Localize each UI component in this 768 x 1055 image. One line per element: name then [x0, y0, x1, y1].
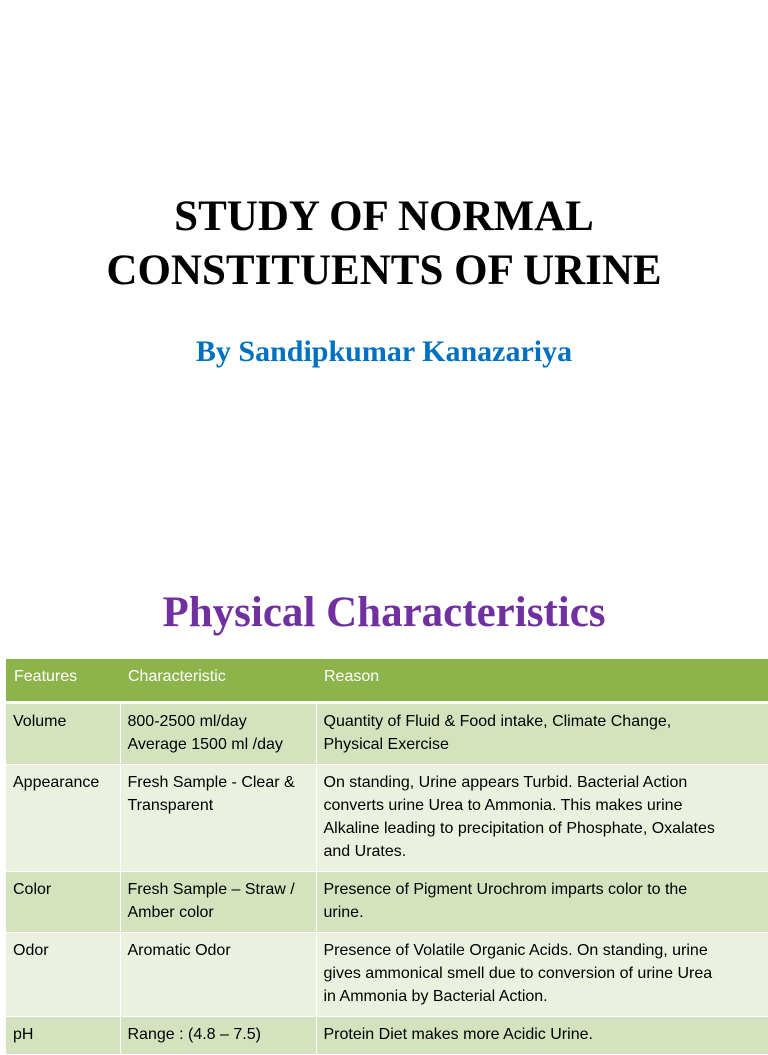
reason-cell: [316, 1017, 768, 1055]
header-reason: Reason: [316, 659, 768, 703]
table-row: [6, 872, 768, 933]
title-line-1: STUDY OF NORMAL: [174, 193, 594, 240]
cell-line: 800-2500 ml/day: [127, 713, 247, 730]
cell-line: Protein Diet makes more Acidic Urine.: [323, 1026, 593, 1043]
reason-cell: [316, 933, 768, 1017]
cell-line: converts urine Urea to Ammonia. This makes urine: [323, 797, 683, 814]
header-features: Features: [6, 659, 120, 703]
physical-characteristics-table: [6, 659, 768, 1055]
characteristic-cell: [120, 703, 316, 765]
slide-title: Physical Characteristics: [162, 589, 606, 636]
cell-line: Average 1500 ml /day: [127, 736, 283, 753]
cell-line: Presence of Pigment Urochrom imparts color to the: [323, 881, 688, 898]
cell-line: Fresh Sample - Clear &: [127, 774, 295, 791]
title-line-2: CONSTITUENTS OF URINE: [106, 247, 662, 294]
table-header-row: [6, 659, 768, 703]
cell-line: On standing, Urine appears Turbid. Bacterial Action: [323, 774, 688, 791]
cell-line: Aromatic Odor: [127, 942, 231, 959]
reason-cell: [316, 765, 768, 872]
table-row: [6, 765, 768, 872]
reason-cell: [316, 703, 768, 765]
characteristic-cell: [120, 933, 316, 1017]
physical-characteristics-slide: [0, 576, 768, 1043]
feature-cell: Odor: [6, 933, 120, 1017]
cell-line: Alkaline leading to precipitation of Phosphate, Oxalates: [323, 820, 715, 837]
reason-cell: [316, 872, 768, 933]
characteristic-cell: [120, 1017, 316, 1055]
table-row: [6, 1017, 768, 1055]
cell-line: Range : (4.8 – 7.5): [127, 1026, 261, 1043]
cell-line: and Urates.: [323, 843, 407, 860]
cell-line: Transparent: [127, 797, 214, 814]
characteristic-cell: [120, 765, 316, 872]
feature-cell: Volume: [6, 703, 120, 765]
feature-cell: Appearance: [6, 765, 120, 872]
author-byline: By Sandipkumar Kanazariya: [195, 335, 573, 368]
feature-cell: Color: [6, 872, 120, 933]
table-row: [6, 933, 768, 1017]
characteristic-cell: [120, 872, 316, 933]
cell-line: Physical Exercise: [323, 736, 449, 753]
cell-line: Amber color: [127, 904, 214, 921]
cell-line: Quantity of Fluid & Food intake, Climate Change,: [323, 713, 672, 730]
table-row: [6, 703, 768, 765]
cell-line: gives ammonical smell due to conversion of urine Urea: [323, 965, 713, 982]
cell-line: Fresh Sample – Straw /: [127, 881, 295, 898]
header-characteristic: Characteristic: [120, 659, 316, 703]
cell-line: urine.: [323, 904, 364, 921]
presentation-title: [0, 190, 768, 298]
cell-line: in Ammonia by Bacterial Action.: [323, 988, 548, 1005]
feature-cell: pH: [6, 1017, 120, 1055]
cell-line: Presence of Volatile Organic Acids. On standing, urine: [323, 942, 708, 959]
